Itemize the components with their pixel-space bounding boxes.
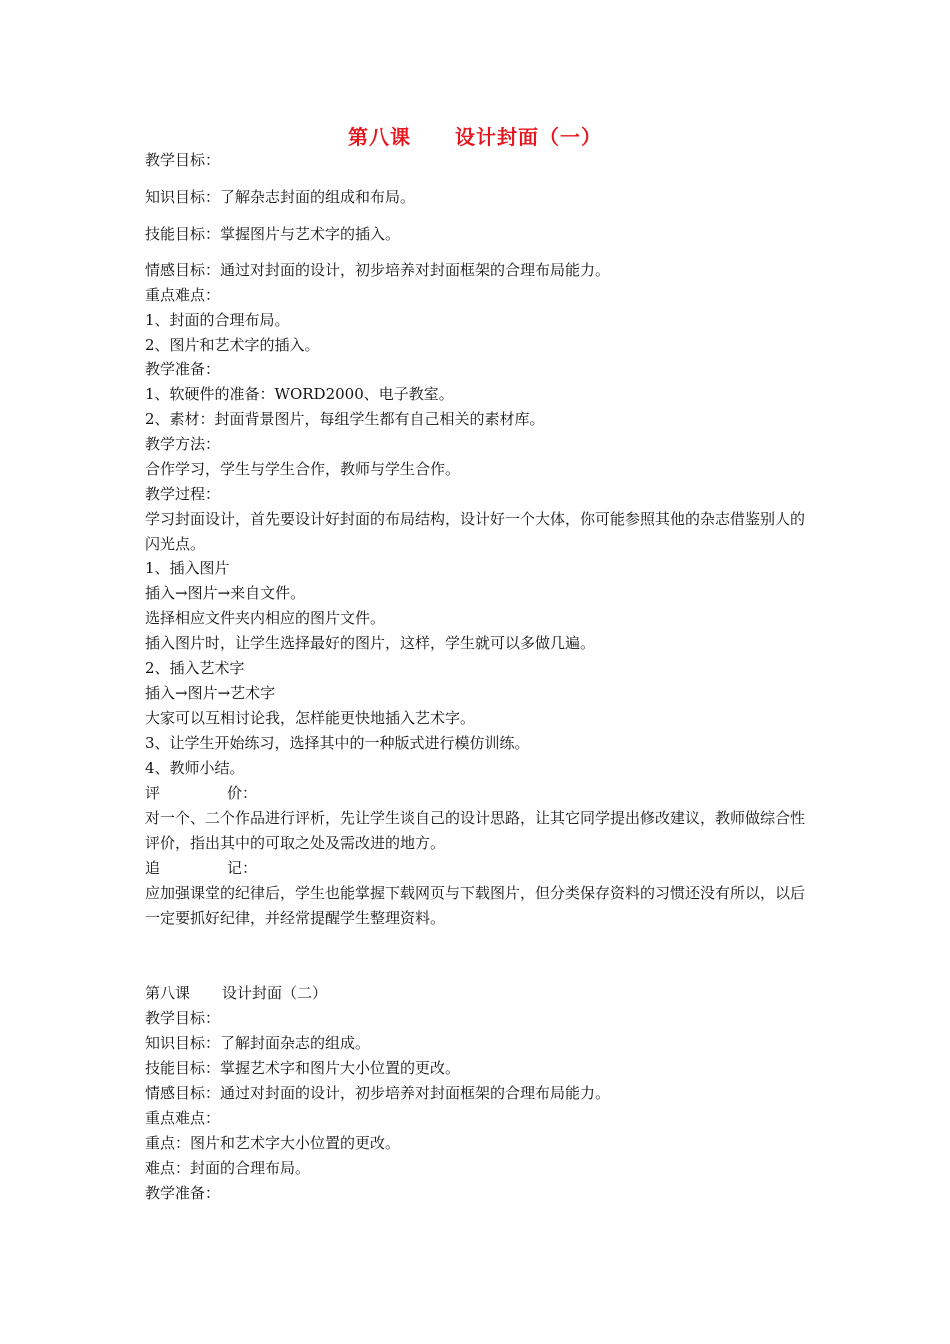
lesson1-title bbox=[0, 121, 950, 150]
lesson1-preparation-1: 1、软硬件的准备：WORD2000、电子教室。 bbox=[145, 385, 454, 403]
lesson1-postscript-label-a: 追 bbox=[145, 859, 161, 877]
lesson1-postscript-label bbox=[145, 856, 815, 881]
lesson2-emotion-goal: 情感目标：通过对封面的设计，初步培养对封面框架的合理布局能力。 bbox=[145, 1084, 611, 1102]
lesson1-method-text: 合作学习，学生与学生合作，教师与学生合作。 bbox=[145, 460, 461, 478]
lesson2-skill-goal: 技能目标：掌握艺术字和图片大小位置的更改。 bbox=[145, 1059, 461, 1077]
lesson1-skill-goal: 技能目标：掌握图片与艺术字的插入。 bbox=[145, 225, 401, 243]
lesson1-step1-text-a: 选择相应文件夹内相应的图片文件。 bbox=[145, 609, 386, 627]
lesson1-key-point-2: 2、图片和艺术字的插入。 bbox=[145, 336, 320, 354]
lesson1-process-intro: 学习封面设计，首先要设计好封面的布局结构，设计好一个大体，你可能参照其他的杂志借鉴别人的闪光点。 bbox=[145, 510, 806, 553]
lesson1-step3: 3、让学生开始练习，选择其中的一种版式进行模仿训练。 bbox=[145, 734, 530, 752]
lesson1-evaluation-label-b: 价： bbox=[227, 784, 258, 802]
lesson1-postscript-label-b: 记： bbox=[227, 859, 258, 877]
lesson1-step1-path: 插入→图片→来自文件。 bbox=[145, 584, 306, 602]
lesson2-key-points-heading: 重点难点： bbox=[145, 1109, 221, 1127]
lesson1-key-point-1: 1、封面的合理布局。 bbox=[145, 311, 290, 329]
lesson1-method-heading: 教学方法： bbox=[145, 435, 221, 453]
lesson2-knowledge-goal: 知识目标：了解封面杂志的组成。 bbox=[145, 1034, 371, 1052]
lesson1-preparation-heading: 教学准备： bbox=[145, 360, 221, 378]
lesson1-step2-path: 插入→图片→艺术字 bbox=[145, 684, 276, 702]
lesson1-goals-heading: 教学目标： bbox=[145, 151, 221, 169]
lesson1-step1-title: 1、插入图片 bbox=[145, 559, 230, 577]
lesson1-evaluation-label bbox=[145, 781, 815, 806]
lesson1-title-topic: 设计封面（一） bbox=[455, 125, 602, 149]
lesson1-knowledge-goal: 知识目标：了解杂志封面的组成和布局。 bbox=[145, 188, 416, 206]
lesson1-step1-text-b: 插入图片时，让学生选择最好的图片，这样，学生就可以多做几遍。 bbox=[145, 634, 596, 652]
lesson2-title bbox=[145, 981, 815, 1006]
lesson1-postscript-text: 应加强课堂的纪律后，学生也能掌握下载网页与下载图片，但分类保存资料的习惯还没有所以，以后一定要抓好纪律，并经常提醒学生整理资料。 bbox=[145, 884, 806, 927]
lesson2-goals-heading: 教学目标： bbox=[145, 1009, 221, 1027]
lesson1-evaluation-text: 对一个、二个作品进行评析，先让学生谈自己的设计思路，让其它同学提出修改建议，教师做综合性评价，指出其中的可取之处及需改进的地方。 bbox=[145, 809, 806, 852]
lesson1-title-number: 第八课 bbox=[348, 125, 411, 149]
lesson1-step2-title: 2、插入艺术字 bbox=[145, 659, 245, 677]
lesson1-process-heading: 教学过程： bbox=[145, 485, 221, 503]
lesson2-preparation-heading: 教学准备： bbox=[145, 1184, 221, 1202]
lesson1-step2-text: 大家可以互相讨论我，怎样能更快地插入艺术字。 bbox=[145, 709, 476, 727]
lesson2-title-number: 第八课 bbox=[145, 984, 191, 1002]
lesson2-key-point: 重点：图片和艺术字大小位置的更改。 bbox=[145, 1134, 401, 1152]
lesson1-emotion-goal: 情感目标：通过对封面的设计，初步培养对封面框架的合理布局能力。 bbox=[145, 261, 611, 279]
lesson1-preparation-2: 2、素材：封面背景图片，每组学生都有自己相关的素材库。 bbox=[145, 410, 545, 428]
lesson1-evaluation-label-a: 评 bbox=[145, 784, 161, 802]
lesson2-difficult-point: 难点：封面的合理布局。 bbox=[145, 1159, 311, 1177]
lesson1-key-points-heading: 重点难点： bbox=[145, 286, 221, 304]
lesson2-title-topic: 设计封面（二） bbox=[222, 984, 328, 1002]
lesson1-step4: 4、教师小结。 bbox=[145, 759, 245, 777]
